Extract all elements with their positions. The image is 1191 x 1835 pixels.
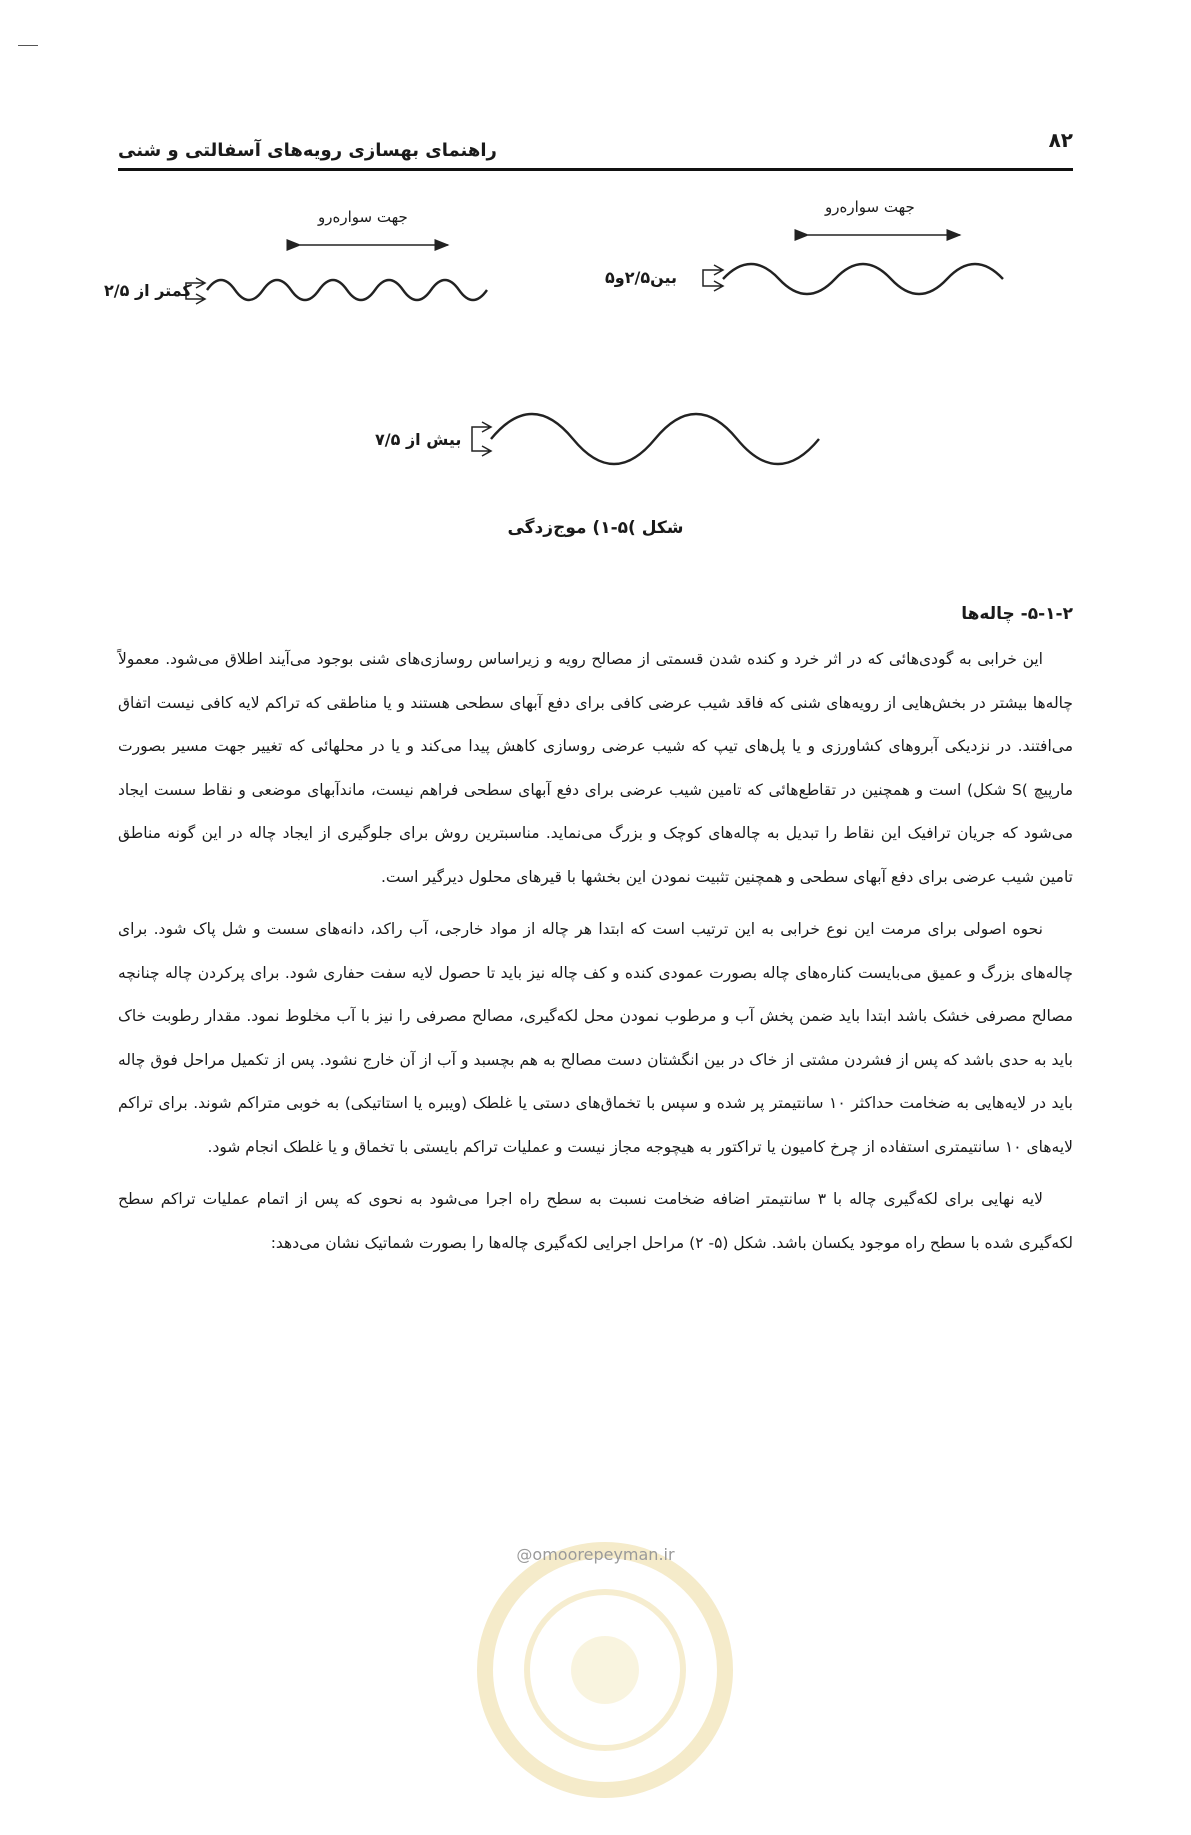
wave-short	[207, 280, 487, 300]
section-content	[118, 604, 1073, 1274]
wave-label-short: کمتر از ۲/۵	[104, 281, 192, 300]
wave-medium	[723, 264, 1003, 294]
corrugation-diagram	[0, 0, 1191, 540]
label-marker-long	[472, 422, 491, 456]
watermark-url: @omoorepeyman.ir	[516, 1545, 675, 1564]
section-heading: ۵-۱-۲- چاله‌ها	[961, 604, 1073, 624]
paragraph: این خرابی به گودی‌هائی که در اثر خرد و کنده شدن قسمتی از مصالح رویه و زیراساس روسازی‌های شنی بوجود می‌آیند اطلاق می‌شود. معمولاً چاله‌ها بیشتر در بخش‌هایی از رویه‌های شنی که فاقد شیب عرضی کافی برای دفع آبهای سطحی هستند و یا مناطقی که تراکم لایه کافی نیست اتفاق می‌افتند. در نزدیکی آبروهای کشاورزی و یا پل‌های تیپ که شیب عرضی روسازی کاهش پیدا می‌کند و یا در محلهائی که تغییر جهت مسیر بصورت مارپیچ )S شکل) است و همچنین در تقاطع‌هائی که تامین شیب عرضی برای دفع آبهای سطحی فراهم نیست، ماندآبهای موضعی و نقاط سست ایجاد می‌شود که جریان ترافیک این نقاط را تبدیل به چاله‌های کوچک و بزرگ می‌نماید. مناسبترین روش برای جلوگیری از ایجاد چاله در این گونه مناطق تامین شیب عرضی برای دفع آبهای سطحی و همچنین تثبیت نمودن این بخشها با قیرهای محلول دیرگیر است.	[118, 650, 1073, 886]
direction-label-left: جهت سواره‌رو	[318, 208, 408, 226]
wave-label-long: بیش از ۷/۵	[375, 430, 462, 449]
label-marker-medium	[703, 265, 723, 291]
direction-label-right: جهت سواره‌رو	[825, 198, 915, 216]
wave-label-medium: بین۲/۵و۵	[605, 268, 678, 287]
page-number: ۸۲	[1048, 128, 1073, 152]
figure-caption: شکل )۵-۱) موج‌زدگی	[507, 518, 684, 538]
corrugation-figure	[0, 0, 1191, 540]
paragraph: نحوه اصولی برای مرمت این نوع خرابی به این ترتیب است که ابتدا هر چاله از مواد خارجی، آب راکد، دانه‌های سست و شل پاک شود. برای چاله‌های بزرگ و عمیق می‌بایست کناره‌های چاله بصورت عمودی کنده و کف چاله نیز باید تا حصول لایه سفت حفاری شود. برای پرکردن چاله چنانچه مصالح مصرفی خشک باشد ابتدا باید ضمن پخش آب و مرطوب نمودن محل لکه‌گیری، مصالح مصرفی را نیز با آب مخلوط نمود. مقدار رطوبت خاک باید به حدی باشد که پس از فشردن مشتی از خاک در بین انگشتان دست مصالح به هم بچسبد و آب از آن خارج نشود. پس از تکمیل مراحل فوق چاله باید در لایه‌هایی به ضخامت حداکثر ۱۰ سانتیمتر پر شده و سپس با تخماق‌های دستی یا غلطک (ویبره یا استاتیکی) به خوبی متراکم شوند. برای تراکم لایه‌های ۱۰ سانتیمتری استفاده از چرخ کامیون یا تراکتور به هیچوجه مجاز نیست و عملیات تراکم بایستی با تخماق و یا غلطک انجام شود.	[118, 920, 1073, 1156]
book-title: راهنمای بهسازی رویه‌های آسفالتی و شنی	[118, 140, 497, 161]
paragraph: لایه نهایی برای لکه‌گیری چاله با ۳ سانتیمتر اضافه ضخامت نسبت به سطح راه اجرا می‌شود به نحوی که پس از اتمام عملیات تراکم سطح لکه‌گیری شده با سطح راه موجود یکسان باشد. شکل (۵- ۲) مراحل اجرایی لکه‌گیری چاله‌ها را بصورت شماتیک نشان می‌دهد:	[118, 1190, 1073, 1252]
wave-long	[491, 414, 819, 464]
